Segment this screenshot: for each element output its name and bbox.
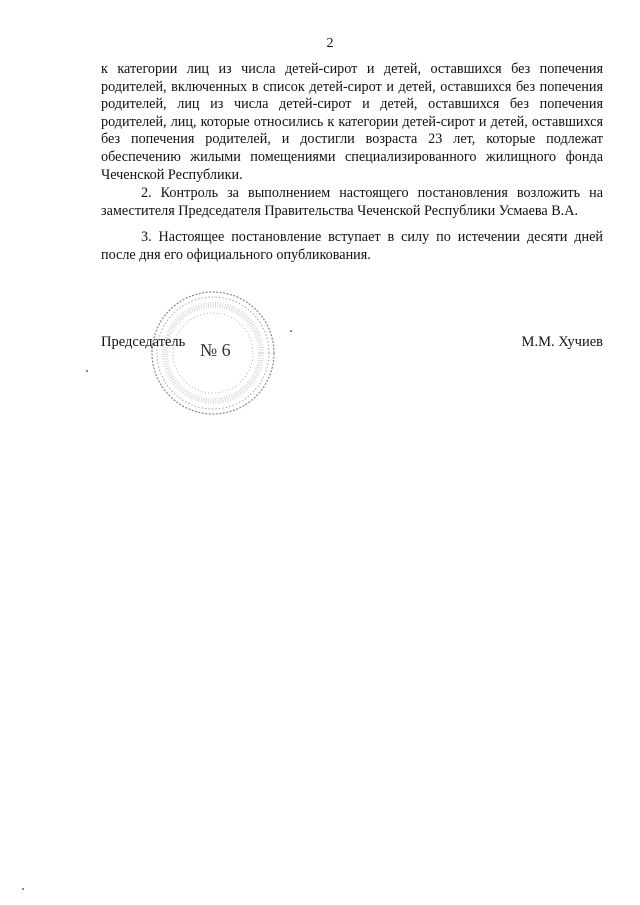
scan-speck: [290, 330, 292, 332]
page-number: 2: [326, 36, 334, 51]
stamp-number: № 6: [200, 340, 231, 360]
scan-speck: [86, 370, 88, 372]
signature-title: Председатель: [101, 334, 186, 350]
signature-name: М.М. Хучиев: [521, 334, 603, 350]
signature-row: [101, 334, 603, 354]
scan-speck: [22, 888, 24, 890]
paragraph-1: к категории лиц из числа детей-сирот и детей, оставшихся без попечения родителей, включенных в список детей-сирот и детей, оставшихся без попечения родителей, лиц из числа детей-сирот и детей, оставшихся без попечения родителей, лиц, которые относились к категории детей-сирот и детей, оставшихся без попечения родителей, и достигли возраста 23 лет, которые подлежат обеспечению жилыми помещениями специализированного жилищного фонда Чеченской Республики.: [101, 61, 603, 183]
paragraph-2: 2. Контроль за выполнением настоящего постановления возложить на заместителя Председателя Правительства Чеченской Республики Усмаева В.А.: [101, 185, 603, 219]
paragraph-3: 3. Настоящее постановление вступает в силу по истечении десяти дней после дня его официального опубликования.: [101, 229, 603, 263]
